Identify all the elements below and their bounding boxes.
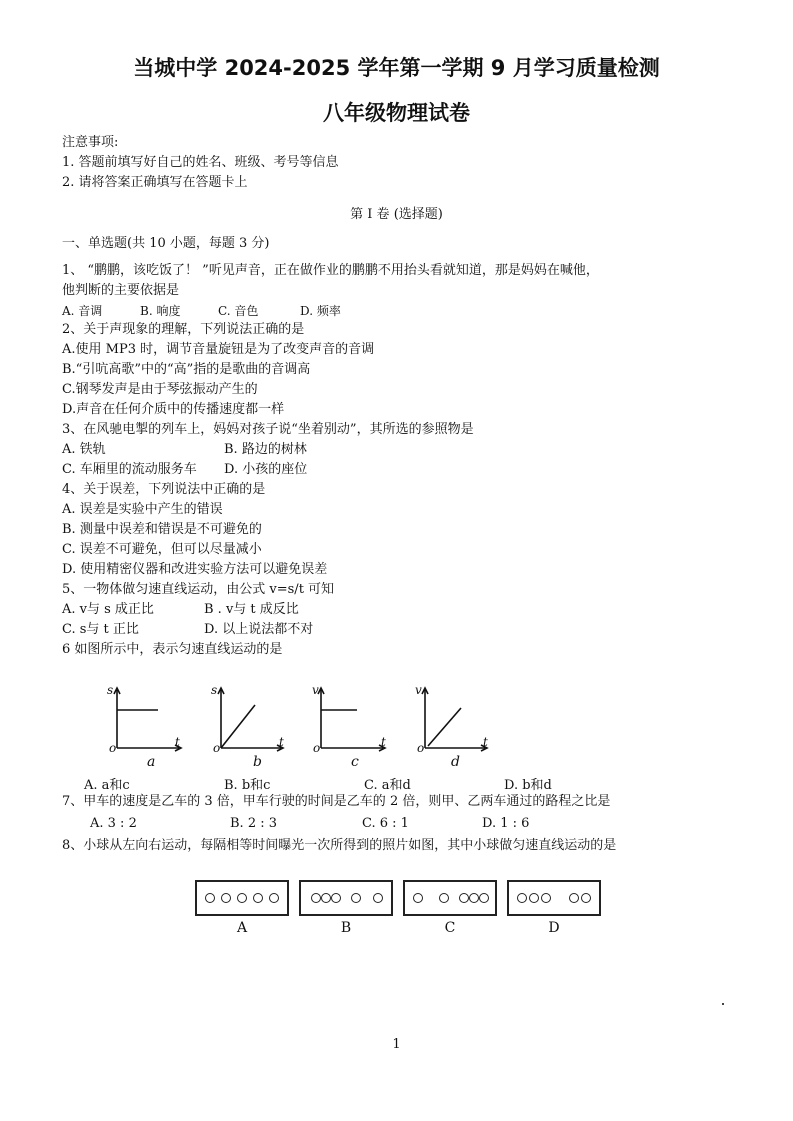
option: D.声音在任何介质中的传播速度都一样	[62, 402, 285, 417]
option: D. 小孩的座位	[224, 462, 308, 477]
q8-stem: 8、小球从左向右运动，每隔相等时间曝光一次所得到的照片如图，其中小球做匀速直线运动的是	[62, 838, 617, 853]
q2-stem: 2、关于声现象的理解，下列说法正确的是	[62, 322, 305, 337]
option: A. 3 : 2	[90, 816, 137, 831]
photo-label-b: B	[340, 920, 352, 936]
ball	[469, 893, 479, 903]
ball	[373, 893, 383, 903]
option: D. 频率	[300, 304, 341, 318]
q4-stem: 4、关于误差，下列说法中正确的是	[62, 482, 266, 497]
axis-label-v: v	[415, 683, 422, 697]
ball	[331, 893, 341, 903]
ball	[311, 893, 321, 903]
q7-options	[90, 816, 529, 832]
option: A. 误差是实验中产生的错误	[62, 502, 223, 517]
ball	[221, 893, 231, 903]
photo-b	[299, 880, 393, 916]
origin-label: o	[213, 741, 221, 755]
option: C. 6 : 1	[362, 816, 409, 831]
motion-graphs	[95, 680, 515, 780]
option: C. s与 t 正比	[62, 622, 139, 637]
page-number: 1	[392, 1037, 401, 1052]
graph-d	[422, 688, 487, 751]
note-item: 2. 请将答案正确填写在答题卡上	[62, 175, 248, 190]
graph-label-b: b	[253, 754, 262, 770]
axis-label-s: s	[211, 683, 218, 697]
option: C. 误差不可避免，但可以尽量减小	[62, 542, 262, 557]
graph-label-d: d	[451, 754, 460, 770]
q3-options-row1	[62, 442, 307, 458]
option: A.使用 MP3 时，调节音量旋钮是为了改变声音的音调	[62, 342, 375, 357]
option: C. 车厢里的流动服务车	[62, 462, 197, 477]
graph-c	[318, 688, 385, 751]
ball	[459, 893, 469, 903]
graph-b	[218, 688, 283, 751]
option: B.“引吭高歌”中的“高”指的是歌曲的音调高	[62, 362, 311, 377]
option: A. 音调	[62, 304, 103, 318]
option: A. v与 s 成正比	[62, 602, 154, 617]
scan-speck	[722, 1003, 724, 1005]
axis-label-t: t	[279, 735, 284, 749]
ball	[439, 893, 449, 903]
q5-stem: 5、一物体做匀速直线运动，由公式 v=s/t 可知	[62, 582, 335, 597]
q5-options-row1	[62, 602, 299, 618]
origin-label: o	[417, 741, 425, 755]
option: B. b和c	[224, 778, 271, 793]
axis-label-v: v	[312, 683, 319, 697]
ball	[517, 893, 527, 903]
ball	[413, 893, 423, 903]
option: B. 2 : 3	[230, 816, 278, 831]
photo-d	[507, 880, 601, 916]
ball	[269, 893, 279, 903]
q1-options	[62, 303, 341, 319]
option: D. 1 : 6	[482, 816, 530, 831]
q7-stem: 7、甲车的速度是乙车的 3 倍，甲车行驶的时间是乙车的 2 倍，则甲、乙两车通过的路程之比是	[62, 794, 611, 809]
q3-stem: 3、在风驰电掣的列车上，妈妈对孩子说“坐着别动”，其所选的参照物是	[62, 422, 474, 437]
option: D. 使用精密仪器和改进实验方法可以避免误差	[62, 562, 328, 577]
option: C. 音色	[218, 304, 259, 318]
ball	[529, 893, 539, 903]
exam-subtitle: 八年级物理试卷	[323, 101, 470, 125]
option: B. 测量中误差和错误是不可避免的	[62, 522, 262, 537]
graph-label-c: c	[351, 754, 359, 770]
option: C. a和d	[364, 778, 411, 793]
q3-options-row2	[62, 462, 307, 478]
photo-a	[195, 880, 289, 916]
ball	[205, 893, 215, 903]
origin-label: o	[313, 741, 321, 755]
photo-label-d: D	[548, 920, 560, 936]
exam-title: 当城中学 2024-2025 学年第一学期 9 月学习质量检测	[133, 56, 660, 80]
note-item: 1. 答题前填写好自己的姓名、班级、考号等信息	[62, 155, 339, 170]
option: D. 以上说法都不对	[204, 622, 314, 637]
photo-c	[403, 880, 497, 916]
ball	[581, 893, 591, 903]
ball	[351, 893, 361, 903]
ball	[569, 893, 579, 903]
option: B . v与 t 成反比	[204, 602, 299, 617]
axis-label-s: s	[107, 683, 114, 697]
ball	[541, 893, 551, 903]
ball	[479, 893, 489, 903]
motion-graphs-svg	[95, 680, 515, 780]
option: A. 铁轨	[62, 442, 106, 457]
option: B. 响度	[140, 304, 181, 318]
ball	[237, 893, 247, 903]
q6-stem: 6 如图所示中，表示匀速直线运动的是	[62, 642, 283, 657]
ball	[321, 893, 331, 903]
photo-label-a: A	[236, 920, 248, 936]
q1-stem-cont: 他判断的主要依据是	[62, 283, 180, 298]
option: C.钢琴发声是由于琴弦振动产生的	[62, 382, 258, 397]
q1-stem: 1、 “鹏鹏，该吃饭了！ ”听见声音，正在做作业的鹏鹏不用抬头看就知道，那是妈妈在喊他，	[62, 263, 599, 278]
axis-label-t: t	[381, 735, 386, 749]
option: A. a和c	[84, 778, 130, 793]
photo-label-c: C	[444, 920, 456, 936]
axis-label-t: t	[175, 735, 180, 749]
origin-label: o	[109, 741, 117, 755]
ball-photos	[195, 880, 605, 950]
section-title: 第 I 卷 (选择题)	[350, 207, 443, 222]
graph-a	[114, 688, 181, 751]
option: B. 路边的树林	[224, 442, 307, 457]
part-title: 一、单选题(共 10 小题，每题 3 分)	[62, 236, 270, 251]
graph-label-a: a	[147, 754, 156, 770]
option: D. b和d	[504, 778, 552, 793]
axis-label-t: t	[483, 735, 488, 749]
q5-options-row2	[62, 622, 313, 638]
notes-heading: 注意事项:	[62, 135, 119, 150]
ball	[253, 893, 263, 903]
